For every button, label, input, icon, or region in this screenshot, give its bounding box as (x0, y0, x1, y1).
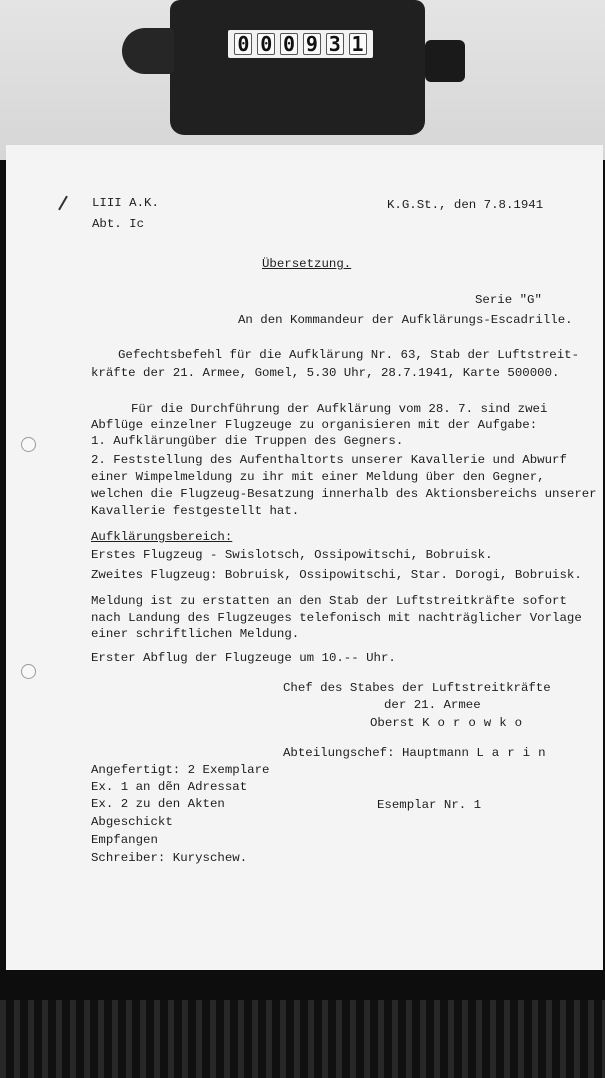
document-title: Übersetzung. (262, 257, 352, 271)
counter-digit: 1 (349, 33, 367, 55)
footer-line: Empfangen (91, 833, 158, 847)
area-first-aircraft: Erstes Flugzeug - Swislotsch, Ossipowitschi, Bobruisk. (91, 548, 493, 562)
sender-unit: LIII A.K. (92, 196, 159, 210)
signature-name-line (370, 716, 530, 731)
place-date: K.G.St., den 7.8.1941 (387, 198, 544, 212)
body-line: Abflüge einzelner Flugzeuge zu organisieren mit der Aufgabe: (91, 418, 538, 432)
footer-line: Angefertigt: 2 Exemplare (91, 763, 270, 777)
film-strip-border (0, 1000, 605, 1078)
counter-digit: 3 (326, 33, 344, 55)
report-line: nach Landung des Flugzeuges telefonisch mit nachträglicher Vorlage (91, 611, 582, 625)
frame-counter-device (170, 0, 425, 135)
punch-hole-icon (21, 437, 36, 452)
counter-wheel (122, 28, 174, 74)
area-second-aircraft: Zweites Flugzeug: Bobruisk, Ossipowitschi, Star. Dorogi, Bobruisk. (91, 568, 582, 582)
sender-department: Abt. Ic (92, 217, 145, 231)
body-line: Kavallerie festgestellt hat. (91, 504, 300, 518)
signature-name: Korowko (422, 716, 531, 730)
body-line: 2. Feststellung des Aufenthaltorts unserer Kavallerie und Abwurf (91, 453, 567, 467)
copy-number: Esemplar Nr. 1 (377, 798, 482, 812)
body-line: 1. Aufklärungüber die Truppen des Gegners. (91, 434, 404, 448)
footer-line: Abgeschickt (91, 815, 173, 829)
body-line: einer Wimpelmeldung zu ihr mit einer Meldung über den Gegner, (91, 470, 545, 484)
footer-line: Ex. 2 zu den Akten (91, 797, 225, 811)
frame-counter-display (228, 30, 373, 58)
department-chief-rank: Abteilungschef: Hauptmann (283, 746, 469, 760)
footer-line: Schreiber: Kuryschew. (91, 851, 248, 865)
subject-line: kräfte der 21. Armee, Gomel, 5.30 Uhr, 28.7.1941, Karte 500000. (91, 366, 560, 380)
report-line: einer schriftlichen Meldung. (91, 627, 300, 641)
counter-digit: 0 (257, 33, 275, 55)
counter-digit: 0 (234, 33, 252, 55)
punch-hole-icon (21, 664, 36, 679)
body-line: Für die Durchführung der Aufklärung vom 28. 7. sind zwei (131, 402, 548, 416)
counter-knob (425, 40, 465, 82)
counter-digit: 0 (280, 33, 298, 55)
serie-label: Serie "G" (475, 293, 542, 307)
area-heading: Aufklärungsbereich: (91, 530, 233, 544)
body-line: welchen die Flugzeug-Besatzung innerhalb des Aktionsbereichs unserer (91, 487, 597, 501)
first-departure: Erster Abflug der Flugzeuge um 10.-- Uhr. (91, 651, 396, 665)
signature-title: Chef des Stabes der Luftstreitkräfte (283, 681, 551, 695)
subject-line: Gefechtsbefehl für die Aufklärung Nr. 63, Stab der Luftstreit- (118, 348, 580, 362)
signature-army: der 21. Armee (384, 698, 481, 712)
footer-line: Ex. 1 an dẽn Adressat (91, 780, 248, 794)
counter-digit: 9 (303, 33, 321, 55)
department-chief-line (283, 746, 554, 761)
addressee: An den Kommandeur der Aufklärungs-Escadrille. (238, 313, 573, 327)
department-chief-name: Larin (476, 746, 554, 760)
report-line: Meldung ist zu erstatten an den Stab der Luftstreitkräfte sofort (91, 594, 567, 608)
signature-rank: Oberst (370, 716, 415, 730)
